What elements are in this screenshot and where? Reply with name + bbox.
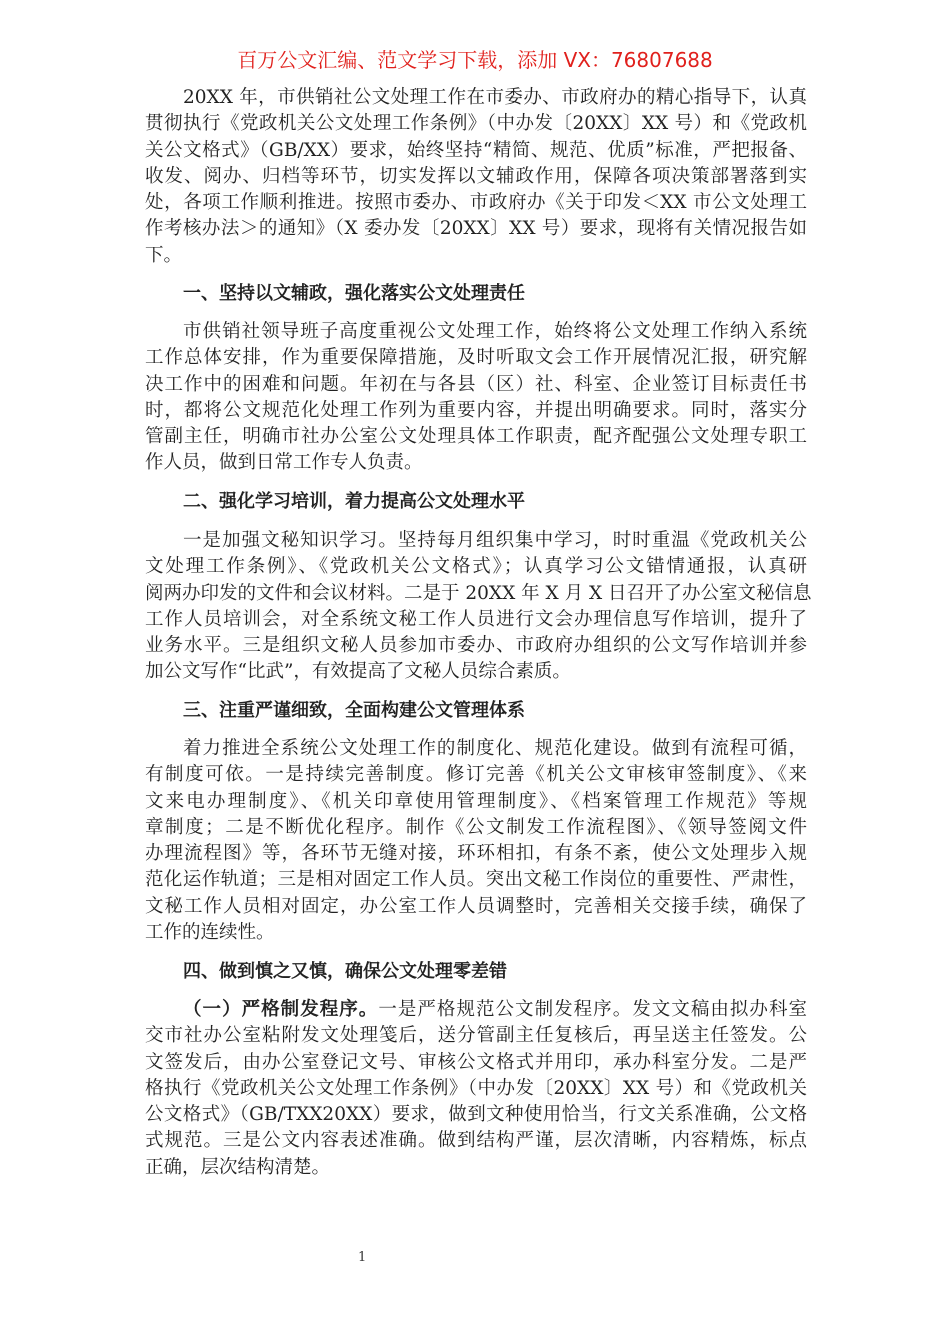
section-heading-3: 三、注重严谨细致，全面构建公文管理体系 (183, 700, 525, 721)
paragraph-line: 下。 (145, 244, 183, 266)
section-2-paragraph (145, 528, 812, 686)
paragraph-line: 收发、阅办、归档等环节，切实发挥以文辅政作用，保障各项决策部署落到实 (145, 165, 807, 187)
watermark-banner: 百万公文汇编、范文学习下载，添加 VX：76807688 (237, 48, 713, 72)
paragraph-line: 市供销社领导班子高度重视公文处理工作，始终将公文处理工作纳入系统 (183, 321, 807, 342)
paragraph-line: 办理流程图》等，各环节无缝对接，环环相扣，有条不紊，使公文处理步入规 (145, 843, 807, 865)
paragraph-line: 工作总体安排，作为重要保障措施，及时听取文会工作开展情况汇报，研究解 (145, 347, 807, 369)
paragraph-line: 加公文写作“比武”，有效提高了文秘人员综合素质。 (145, 661, 571, 683)
paragraph-line: 业务水平。三是组织文秘人员参加市委办、市政府办组织的公文写作培训并参 (145, 635, 807, 657)
paragraph-line: 文秘工作人员相对固定，办公室工作人员调整时，完善相关交接手续，确保了 (145, 895, 807, 917)
paragraph-line: 章制度；二是不断优化程序。制作《公文制发工作流程图》、《领导签阅文件 (145, 816, 807, 838)
paragraph-line: 关公文格式》（GB/XX）要求，始终坚持“精简、规范、优质”标准，严把报备、 (145, 139, 807, 161)
section-4-paragraph (145, 997, 807, 1181)
paragraph-line (145, 997, 807, 1023)
paragraph-line: 交市社办公室粘附发文处理笺后，送分管副主任复核后，再呈送主任签发。公 (145, 1025, 807, 1047)
section-heading-1: 一、坚持以文辅政，强化落实公文处理责任 (183, 283, 525, 304)
paragraph-line: 阅两办印发的文件和会议材料。二是于 20XX 年 X 月 X 日召开了办公室文秘信息 (145, 582, 812, 604)
paragraph-line: 处，各项工作顺利推进。按照市委办、市政府办《关于印发＜XX 市公文处理工 (145, 192, 807, 214)
section-heading-2: 二、强化学习培训，着力提高公文处理水平 (183, 491, 525, 512)
paragraph-line: 正确，层次结构清楚。 (145, 1156, 331, 1178)
paragraph-line: 文签发后，由办公室登记文号、审核公文格式并用印，承办科室分发。二是严 (145, 1051, 807, 1073)
paragraph-line: 作人员，做到日常工作专人负责。 (145, 452, 423, 474)
section-heading-4: 四、做到慎之又慎，确保公文处理零差错 (183, 961, 507, 982)
subsection-lead: （一）严格制发程序。 (183, 999, 379, 1020)
paragraph-line: 文处理工作条例》、《党政机关公文格式》；认真学习公文错情通报，认真研 (145, 556, 807, 578)
paragraph-line: 有制度可依。一是持续完善制度。修订完善《机关公文审核审签制度》、《来 (145, 764, 807, 786)
paragraph-line: 范化运作轨道；三是相对固定工作人员。突出文秘工作岗位的重要性、严肃性， (145, 869, 807, 891)
subsection-lead-text: 一是严格规范公文制发程序。发文文稿由拟办科室 (378, 999, 807, 1020)
section-3-paragraph (145, 736, 807, 946)
page-number: 1 (358, 1250, 367, 1265)
paragraph-line: 公文格式》（GB/TXX20XX）要求，做到文种使用恰当，行文关系准确，公文格 (145, 1104, 807, 1126)
paragraph-line: 着力推进全系统公文处理工作的制度化、规范化建设。做到有流程可循， (183, 738, 807, 759)
paragraph-line: 管副主任，明确市社办公室公文处理具体工作职责，配齐配强公文处理专职工 (145, 426, 807, 448)
paragraph-line: 式规范。三是公文内容表述准确。做到结构严谨，层次清晰，内容精炼，标点 (145, 1130, 807, 1152)
paragraph-line: 决工作中的困难和问题。年初在与各县（区）社、科室、企业签订目标责任书 (145, 373, 807, 395)
intro-paragraph (145, 85, 807, 269)
paragraph-line: 贯彻执行《党政机关公文处理工作条例》（中办发〔20XX〕XX 号）和《党政机 (145, 113, 807, 135)
paragraph-line: 时，都将公文规范化处理工作列为重要内容，并提出明确要求。同时，落实分 (145, 399, 807, 421)
paragraph-line: 格执行《党政机关公文处理工作条例》（中办发〔20XX〕XX 号）和《党政机关 (145, 1077, 807, 1099)
paragraph-line: 20XX 年，市供销社公文处理工作在市委办、市政府办的精心指导下，认真 (183, 87, 807, 108)
section-1-paragraph (145, 319, 807, 477)
paragraph-line: 一是加强文秘知识学习。坚持每月组织集中学习，时时重温《党政机关公 (183, 530, 807, 551)
paragraph-line: 工作的连续性。 (145, 922, 275, 944)
paragraph-line: 工作人员培训会，对全系统文秘工作人员进行文会办理信息写作培训，提升了 (145, 608, 807, 630)
paragraph-line: 作考核办法＞的通知》（X 委办发〔20XX〕XX 号）要求，现将有关情况报告如 (145, 218, 807, 240)
paragraph-line: 文来电办理制度》、《机关印章使用管理制度》、《档案管理工作规范》等规 (145, 790, 807, 812)
